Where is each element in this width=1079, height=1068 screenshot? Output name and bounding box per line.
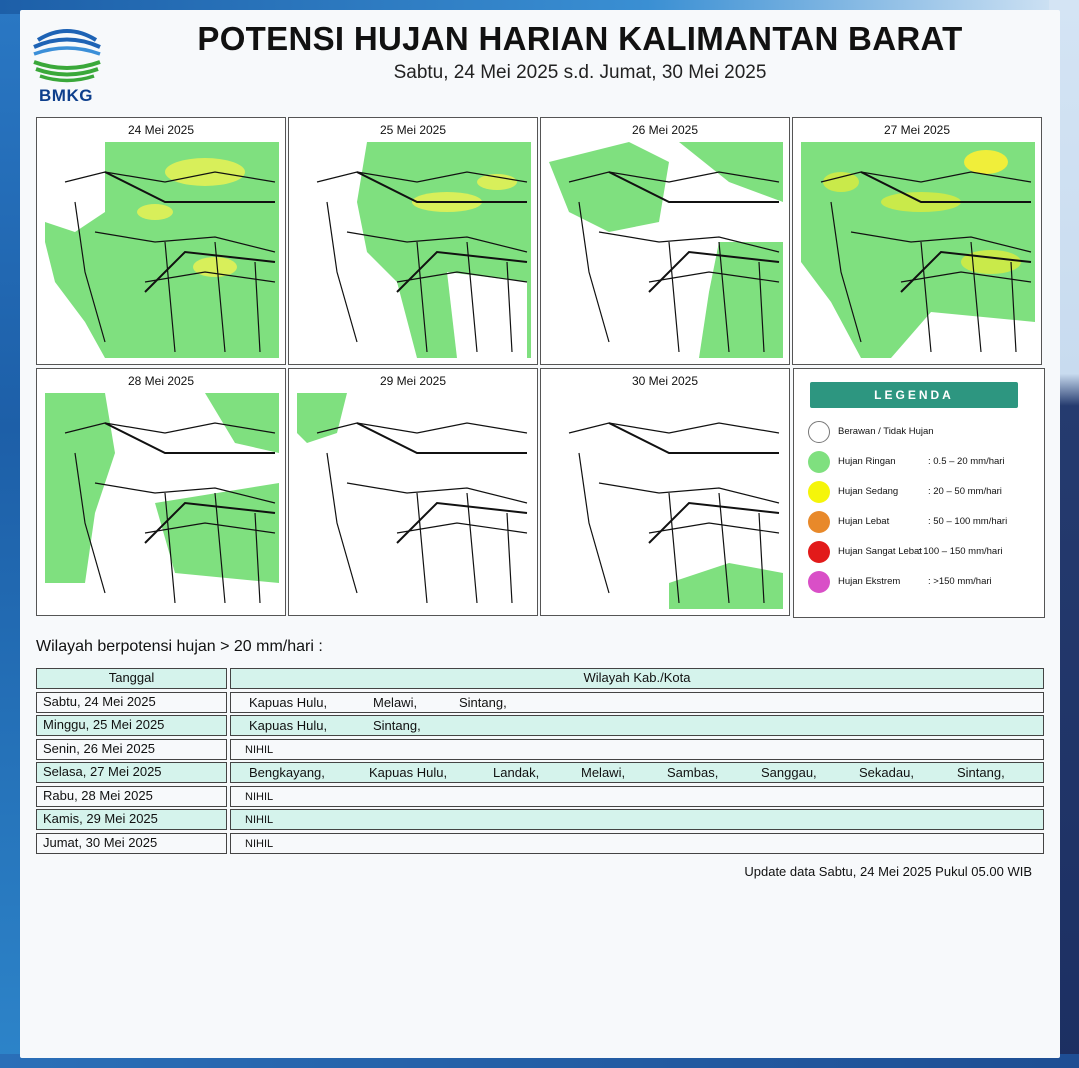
region: NIHIL [245, 790, 274, 803]
rain-map [45, 142, 279, 358]
rain-map [549, 393, 783, 609]
legend-item [808, 541, 1038, 565]
map-date: 24 Mei 2025 [127, 123, 195, 137]
region: Melawi, [581, 765, 626, 780]
legend-swatch [808, 541, 830, 563]
legend-range: : >150 mm/hari [928, 576, 992, 587]
map-panel [288, 117, 538, 365]
map-date: 29 Mei 2025 [379, 374, 447, 388]
row-date: Selasa, 27 Mei 2025 [36, 762, 227, 783]
legend-range: : 0.5 – 20 mm/hari [928, 456, 1005, 467]
region: NIHIL [245, 837, 274, 850]
legend-range: : 100 – 150 mm/hari [918, 546, 1003, 557]
header-regions: Wilayah Kab./Kota [230, 668, 1044, 689]
page-subtitle: Sabtu, 24 Mei 2025 s.d. Jumat, 30 Mei 2025 [393, 62, 767, 83]
region: Sintang, [957, 765, 1005, 780]
region: NIHIL [245, 814, 274, 826]
table-row [36, 692, 1044, 716]
table-row [36, 833, 1044, 857]
region: Landak, [493, 765, 540, 780]
region: Sintang, [459, 694, 507, 710]
table-row [36, 809, 1044, 833]
region: Kapuas Hulu, [249, 694, 328, 710]
table-header [36, 668, 1044, 692]
table-row [36, 762, 1044, 786]
legend [793, 368, 1045, 618]
rain-map [45, 393, 279, 609]
update-note: Update data Sabtu, 24 Mei 2025 Pukul 05.00 WIB [744, 864, 1032, 879]
legend-item [808, 481, 1038, 505]
map-date: 27 Mei 2025 [883, 123, 951, 137]
legend-swatch [808, 421, 830, 443]
row-regions [230, 739, 1044, 760]
legend-item [808, 421, 1038, 445]
page-title: POTENSI HUJAN HARIAN KALIMANTAN BARAT [197, 20, 963, 57]
legend-range: : 20 – 50 mm/hari [928, 486, 1002, 497]
map-panel [36, 117, 286, 365]
table-row [36, 715, 1044, 739]
row-date: Minggu, 25 Mei 2025 [36, 715, 227, 736]
legend-title: LEGENDA [810, 382, 1018, 408]
rain-map [297, 393, 531, 609]
row-regions [230, 809, 1044, 830]
region: Bengkayang, [249, 765, 325, 780]
row-regions [230, 762, 1044, 783]
legend-label: Hujan Sedang [838, 486, 899, 497]
legend-swatch [808, 451, 830, 473]
legend-range: : 50 – 100 mm/hari [928, 516, 1008, 527]
legend-item [808, 511, 1038, 535]
section-label: Wilayah berpotensi hujan > 20 mm/hari : [36, 638, 323, 655]
map-date: 25 Mei 2025 [379, 123, 447, 137]
table-row [36, 739, 1044, 763]
legend-item [808, 571, 1038, 595]
map-date: 30 Mei 2025 [631, 374, 699, 388]
legend-swatch [808, 481, 830, 503]
map-date: 26 Mei 2025 [631, 123, 699, 137]
legend-label: Berawan / Tidak Hujan [838, 426, 934, 437]
row-date: Senin, 26 Mei 2025 [36, 739, 227, 760]
map-date: 28 Mei 2025 [127, 374, 195, 388]
map-panel [540, 117, 790, 365]
region: Melawi, [373, 694, 418, 710]
legend-label: Hujan Lebat [838, 516, 890, 527]
rain-map [801, 142, 1035, 358]
row-regions [230, 715, 1044, 736]
row-date: Sabtu, 24 Mei 2025 [36, 692, 227, 713]
row-regions [230, 786, 1044, 807]
legend-item [808, 451, 1038, 475]
region: Sanggau, [761, 765, 817, 780]
regions-table [36, 668, 1044, 856]
map-panel [36, 368, 286, 616]
region: Kapuas Hulu, [249, 718, 328, 733]
table-row [36, 786, 1044, 810]
legend-label: Hujan Sangat Lebat [838, 546, 922, 557]
row-date: Kamis, 29 Mei 2025 [36, 809, 227, 830]
region: NIHIL [245, 743, 274, 756]
region: Sintang, [373, 718, 421, 733]
map-panel [792, 117, 1042, 365]
legend-swatch [808, 511, 830, 533]
infographic-card [20, 10, 1060, 1058]
header-date: Tanggal [36, 668, 227, 689]
rain-map [297, 142, 531, 358]
map-panel [288, 368, 538, 616]
legend-swatch [808, 571, 830, 593]
map-panel [540, 368, 790, 616]
row-date: Rabu, 28 Mei 2025 [36, 786, 227, 807]
row-date: Jumat, 30 Mei 2025 [36, 833, 227, 854]
legend-label: Hujan Ringan [838, 456, 896, 467]
logo-text: BMKG [39, 86, 93, 105]
row-regions [230, 692, 1044, 713]
region: Kapuas Hulu, [369, 765, 448, 780]
row-regions [230, 833, 1044, 854]
rain-map [549, 142, 783, 358]
legend-label: Hujan Ekstrem [838, 576, 901, 587]
region: Sekadau, [859, 765, 914, 780]
region: Sambas, [667, 765, 719, 780]
